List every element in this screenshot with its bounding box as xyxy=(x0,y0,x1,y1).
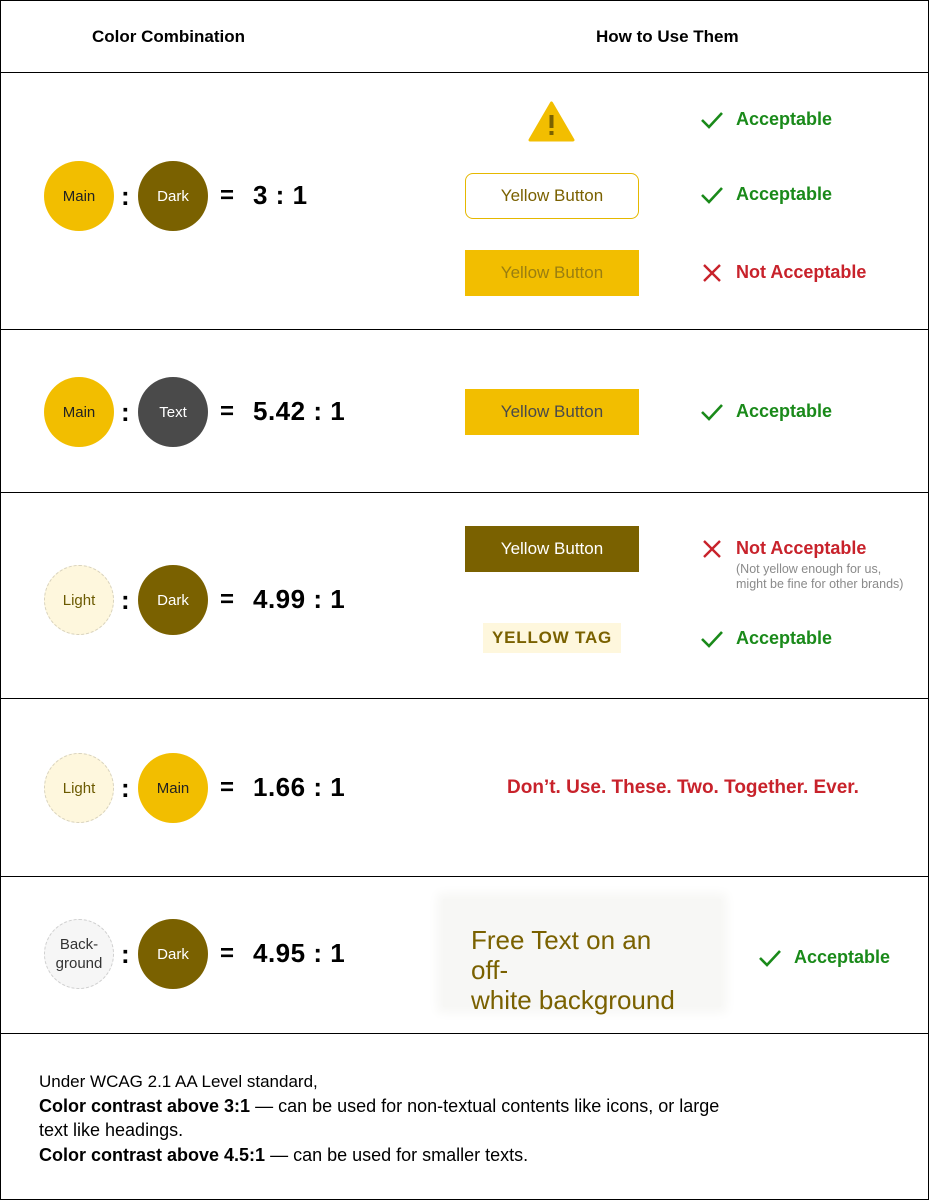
yellow-button-outline-sample: Yellow Button xyxy=(465,173,639,219)
equals-sign: = xyxy=(220,398,235,425)
status-acceptable xyxy=(700,401,832,422)
warning-message: Don’t. Use. These. Two. Together. Ever. xyxy=(507,777,859,798)
contrast-ratio: 4.99 : 1 xyxy=(253,584,346,614)
yellow-button-filled-sample: Yellow Button xyxy=(465,250,639,296)
status-note xyxy=(736,562,903,592)
check-icon xyxy=(700,629,724,649)
status-label: Acceptable xyxy=(736,109,833,129)
equals-sign: = xyxy=(220,586,235,613)
note-line: (Not yellow enough for us, xyxy=(736,562,882,576)
swatch-text: Text xyxy=(138,377,208,447)
sample-line: white background xyxy=(471,985,675,1015)
contrast-ratio: 1.66 : 1 xyxy=(253,772,346,802)
status-label: Acceptable xyxy=(736,401,833,421)
status-label: Acceptable xyxy=(736,628,833,648)
swatch-dark: Dark xyxy=(138,161,208,231)
sample-line: Free Text on an off- xyxy=(471,925,652,985)
rule-bold: Color contrast above 4.5:1 xyxy=(39,1145,266,1165)
footer-rule-4-5-1 xyxy=(39,1143,528,1167)
header-how-to-use: How to Use Them xyxy=(596,27,739,46)
status-acceptable xyxy=(700,184,832,205)
swatch-main: Main xyxy=(44,377,114,447)
check-icon xyxy=(700,185,724,205)
divider xyxy=(1,1033,928,1034)
status-label: Acceptable xyxy=(794,947,891,967)
colon: : xyxy=(121,397,130,427)
check-icon xyxy=(700,402,724,422)
row-main-text xyxy=(1,330,928,493)
row-light-dark xyxy=(1,493,928,698)
swatch-label-line: ground xyxy=(55,955,103,972)
check-icon xyxy=(758,948,782,968)
colon: : xyxy=(121,773,130,803)
rule-text: text like headings. xyxy=(39,1120,184,1140)
rule-bold: Color contrast above 3:1 xyxy=(39,1096,251,1116)
equals-sign: = xyxy=(220,182,235,209)
swatch-light: Light xyxy=(44,565,114,635)
equals-sign: = xyxy=(220,774,235,801)
cross-icon xyxy=(700,263,724,283)
status-label: Not Acceptable xyxy=(736,262,867,282)
dark-button-sample: Yellow Button xyxy=(465,526,639,572)
status-not-acceptable xyxy=(700,262,866,283)
contrast-ratio: 3 : 1 xyxy=(253,180,308,210)
contrast-ratio: 4.95 : 1 xyxy=(253,938,346,968)
swatch-dark: Dark xyxy=(138,919,208,989)
check-icon xyxy=(700,110,724,130)
status-label: Not Acceptable xyxy=(736,538,867,558)
footer-intro: Under WCAG 2.1 AA Level standard, xyxy=(39,1072,318,1091)
rule-text: — can be used for non-textual contents like icons, or large xyxy=(250,1096,720,1116)
yellow-tag-sample: YELLOW TAG xyxy=(483,623,621,653)
free-text-sample xyxy=(443,899,721,1015)
cross-icon xyxy=(700,539,724,559)
header-color-combination: Color Combination xyxy=(92,27,245,46)
warning-icon xyxy=(528,101,575,142)
status-acceptable xyxy=(758,947,890,968)
swatch-main: Main xyxy=(44,161,114,231)
row-light-main xyxy=(1,699,928,876)
status-not-acceptable xyxy=(700,538,866,559)
yellow-button-sample: Yellow Button xyxy=(465,389,639,435)
swatch-main: Main xyxy=(138,753,208,823)
footer-rule-3-1 xyxy=(39,1094,719,1142)
colon: : xyxy=(121,939,130,969)
rule-text: — can be used for smaller texts. xyxy=(265,1145,529,1165)
swatch-background xyxy=(44,919,114,989)
status-acceptable xyxy=(700,628,832,649)
colon: : xyxy=(121,585,130,615)
contrast-ratio: 5.42 : 1 xyxy=(253,396,346,426)
swatch-light: Light xyxy=(44,753,114,823)
note-line: might be fine for other brands) xyxy=(736,577,904,591)
status-label: Acceptable xyxy=(736,184,833,204)
swatch-dark: Dark xyxy=(138,565,208,635)
equals-sign: = xyxy=(220,940,235,967)
swatch-label-line: Back- xyxy=(59,936,99,953)
row-background-dark xyxy=(1,877,928,1033)
colon: : xyxy=(121,181,130,211)
status-acceptable xyxy=(700,109,832,130)
row-main-dark xyxy=(1,73,928,330)
